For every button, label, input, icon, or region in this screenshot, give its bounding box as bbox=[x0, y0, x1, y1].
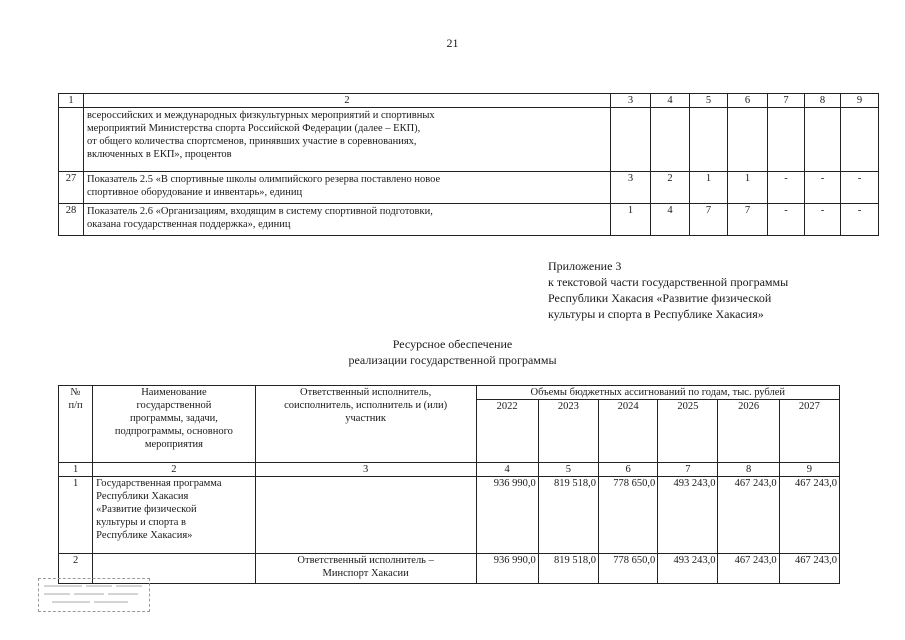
program-name bbox=[93, 477, 256, 554]
table-row bbox=[59, 204, 879, 236]
row-number: 2 bbox=[59, 554, 93, 584]
index-cell: 1 bbox=[59, 463, 93, 477]
indicators-table bbox=[58, 93, 879, 236]
name-line: «Развитие физической bbox=[96, 504, 197, 515]
indicator-description bbox=[84, 108, 611, 172]
indicators-header-row bbox=[59, 94, 879, 108]
header-line: соисполнитель, исполнитель и (или) bbox=[284, 400, 448, 411]
appendix-line: Республики Хакасия «Развитие физической bbox=[548, 291, 772, 305]
amount-cell: 493 243,0 bbox=[658, 554, 718, 584]
description-line: спортивное оборудование и инвентарь», единиц bbox=[87, 187, 303, 198]
table-row bbox=[59, 477, 840, 554]
amount-cell: 467 243,0 bbox=[779, 477, 839, 554]
header-cell: 4 bbox=[651, 94, 690, 108]
description-line: от общего количества спортсменов, принявших участие в соревнованиях, bbox=[87, 136, 417, 147]
header-line: мероприятия bbox=[144, 439, 204, 450]
description-line: Показатель 2.6 «Организациям, входящим в систему спортивной подготовки, bbox=[87, 206, 433, 217]
resource-header-row bbox=[59, 386, 840, 400]
amount-cell: 936 990,0 bbox=[476, 477, 538, 554]
header-cell: 2 bbox=[84, 94, 611, 108]
executor-cell bbox=[255, 477, 476, 554]
name-line: Республике Хакасия» bbox=[96, 530, 193, 541]
stamp-scribble-icon bbox=[42, 580, 146, 610]
heading-line: Ресурсное обеспечение bbox=[392, 337, 513, 351]
amount-cell: 467 243,0 bbox=[718, 554, 779, 584]
header-cell: 9 bbox=[841, 94, 879, 108]
indicator-description bbox=[84, 204, 611, 236]
table-row bbox=[59, 554, 840, 584]
year-cell: 2022 bbox=[476, 400, 538, 463]
table-row bbox=[59, 108, 879, 172]
value-cell bbox=[841, 108, 879, 172]
appendix-note bbox=[548, 258, 788, 322]
description-line: включенных в ЕКП», процентов bbox=[87, 149, 232, 160]
year-cell: 2025 bbox=[658, 400, 718, 463]
index-cell: 6 bbox=[599, 463, 658, 477]
value-cell: - bbox=[841, 204, 879, 236]
description-line: оказана государственная поддержка», единиц bbox=[87, 219, 291, 230]
header-cell: 5 bbox=[690, 94, 728, 108]
amount-cell: 467 243,0 bbox=[718, 477, 779, 554]
executor-cell bbox=[255, 554, 476, 584]
value-cell: 7 bbox=[728, 204, 768, 236]
value-cell bbox=[611, 108, 651, 172]
index-row bbox=[59, 463, 840, 477]
resource-table bbox=[58, 385, 840, 584]
value-cell bbox=[651, 108, 690, 172]
appendix-line: культуры и спорта в Республике Хакасия» bbox=[548, 307, 764, 321]
signature-stamp bbox=[38, 578, 150, 612]
header-line: государственной bbox=[136, 400, 212, 411]
year-cell: 2027 bbox=[779, 400, 839, 463]
header-line: п/п bbox=[68, 400, 83, 411]
header-executor bbox=[255, 386, 476, 463]
name-line: Государственная программа bbox=[96, 478, 222, 489]
header-line: программы, задачи, bbox=[130, 413, 218, 424]
header-name bbox=[93, 386, 256, 463]
description-line: всероссийских и международных физкультурных мероприятий и спортивных bbox=[87, 110, 435, 121]
index-cell: 3 bbox=[255, 463, 476, 477]
year-cell: 2023 bbox=[538, 400, 598, 463]
index-cell: 5 bbox=[538, 463, 598, 477]
amount-cell: 467 243,0 bbox=[779, 554, 839, 584]
header-budget: Объемы бюджетных ассигнований по годам, тыс. рублей bbox=[476, 386, 839, 400]
executor-line: Минспорт Хакасии bbox=[322, 568, 409, 579]
index-cell: 4 bbox=[476, 463, 538, 477]
header-cell: 1 bbox=[59, 94, 84, 108]
year-cell: 2024 bbox=[599, 400, 658, 463]
appendix-line: к текстовой части государственной программы bbox=[548, 275, 789, 289]
header-line: Ответственный исполнитель, bbox=[300, 387, 432, 398]
row-number: 28 bbox=[59, 204, 84, 236]
amount-cell: 819 518,0 bbox=[538, 477, 598, 554]
row-number bbox=[59, 108, 84, 172]
value-cell: 1 bbox=[728, 172, 768, 204]
value-cell: - bbox=[805, 204, 841, 236]
index-cell: 8 bbox=[718, 463, 779, 477]
header-num bbox=[59, 386, 93, 463]
header-cell: 6 bbox=[728, 94, 768, 108]
index-cell: 9 bbox=[779, 463, 839, 477]
table-row bbox=[59, 172, 879, 204]
section-heading bbox=[0, 336, 905, 368]
value-cell: - bbox=[841, 172, 879, 204]
header-line: № bbox=[70, 387, 81, 398]
heading-line: реализации государственной программы bbox=[348, 353, 557, 367]
row-number: 1 bbox=[59, 477, 93, 554]
executor-line: Ответственный исполнитель – bbox=[297, 555, 434, 566]
amount-cell: 778 650,0 bbox=[599, 554, 658, 584]
header-line: подпрограммы, основного bbox=[114, 426, 233, 437]
name-line: Республики Хакасия bbox=[96, 491, 189, 502]
value-cell: 1 bbox=[611, 204, 651, 236]
description-line: Показатель 2.5 «В спортивные школы олимпийского резерва поставлено новое bbox=[87, 174, 441, 185]
description-line: мероприятий Министерства спорта Российской Федерации (далее – ЕКП), bbox=[87, 123, 421, 134]
header-cell: 7 bbox=[768, 94, 805, 108]
amount-cell: 778 650,0 bbox=[599, 477, 658, 554]
appendix-line: Приложение 3 bbox=[548, 259, 622, 273]
amount-cell: 936 990,0 bbox=[476, 554, 538, 584]
index-cell: 2 bbox=[93, 463, 256, 477]
value-cell: 4 bbox=[651, 204, 690, 236]
name-line: культуры и спорта в bbox=[96, 517, 186, 528]
value-cell bbox=[768, 108, 805, 172]
header-line: участник bbox=[345, 413, 387, 424]
page-number: 21 bbox=[446, 36, 459, 50]
value-cell: 2 bbox=[651, 172, 690, 204]
indicator-description bbox=[84, 172, 611, 204]
value-cell: - bbox=[805, 172, 841, 204]
value-cell bbox=[690, 108, 728, 172]
value-cell bbox=[728, 108, 768, 172]
value-cell: 7 bbox=[690, 204, 728, 236]
header-line: Наименование bbox=[141, 387, 207, 398]
value-cell: - bbox=[768, 204, 805, 236]
value-cell: 3 bbox=[611, 172, 651, 204]
year-cell: 2026 bbox=[718, 400, 779, 463]
header-cell: 3 bbox=[611, 94, 651, 108]
value-cell: - bbox=[768, 172, 805, 204]
value-cell: 1 bbox=[690, 172, 728, 204]
amount-cell: 493 243,0 bbox=[658, 477, 718, 554]
header-cell: 8 bbox=[805, 94, 841, 108]
amount-cell: 819 518,0 bbox=[538, 554, 598, 584]
index-cell: 7 bbox=[658, 463, 718, 477]
row-number: 27 bbox=[59, 172, 84, 204]
value-cell bbox=[805, 108, 841, 172]
